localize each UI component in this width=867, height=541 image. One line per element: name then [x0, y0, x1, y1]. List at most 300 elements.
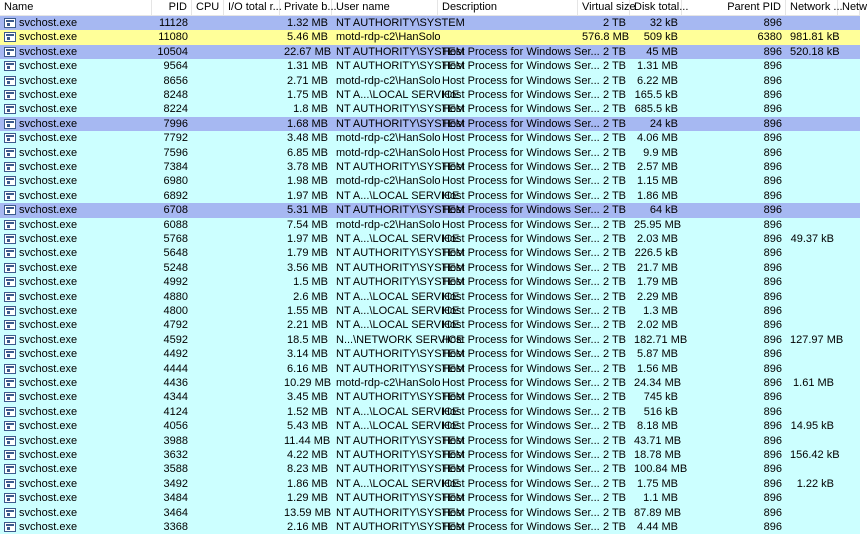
cell-net: 520.18 kB — [790, 45, 840, 58]
cell-cpu — [192, 174, 224, 188]
cell-ppid: 896 — [763, 175, 782, 188]
cell-private: 1.97 MB — [287, 233, 328, 245]
cell-pid: 4056 — [163, 420, 188, 433]
cell-pid: 3492 — [163, 477, 188, 490]
cell-virtual: 2 TB — [602, 319, 626, 332]
cell-net: 127.97 MB — [790, 333, 844, 346]
cell-cpu — [192, 491, 224, 505]
cell-ppid: 896 — [763, 319, 782, 332]
cell-private: 1.86 MB — [287, 477, 328, 490]
cell-cpu — [192, 290, 224, 304]
cell-user: NT A...\LOCAL SERVICE — [336, 89, 460, 101]
table-row[interactable] — [0, 290, 860, 304]
cell-private: 7.54 MB — [287, 218, 328, 231]
cell-private: 1.68 MB — [287, 117, 328, 130]
cell-ppid: 896 — [763, 189, 782, 202]
column-header-private-bytes[interactable]: Private b... — [280, 0, 332, 15]
cell-user: NT AUTHORITY\SYSTEM — [336, 204, 465, 217]
cell-ppid: 896 — [763, 132, 782, 145]
table-row[interactable] — [0, 304, 860, 318]
cell-io — [224, 88, 280, 102]
cell-ppid: 896 — [763, 333, 782, 346]
cell-pid: 4792 — [163, 319, 188, 332]
table-row[interactable] — [0, 362, 860, 376]
cell-virtual: 2 TB — [602, 492, 626, 505]
cell-user: NT AUTHORITY\SYSTEM — [336, 463, 465, 476]
cell-private: 1.29 MB — [287, 492, 328, 505]
cell-virtual: 2 TB — [602, 405, 626, 418]
cell-desc: Host Process for Windows Ser... — [442, 290, 600, 303]
cell-desc: Host Process for Windows Ser... — [442, 348, 600, 361]
cell-name: svchost.exe — [19, 377, 78, 389]
cell-desc: Host Process for Windows Ser... — [442, 405, 600, 418]
cell-disk: 32 kB — [649, 17, 678, 29]
column-header-virtual-size[interactable]: Virtual size — [578, 0, 630, 15]
table-row[interactable] — [0, 261, 860, 275]
cell-ppid: 896 — [763, 391, 782, 404]
table-row[interactable] — [0, 477, 860, 491]
cell-desc: Host Process for Windows Ser... — [442, 175, 600, 188]
cell-pid: 4124 — [163, 405, 188, 418]
cell-net — [786, 290, 838, 304]
cell-virtual: 2 TB — [602, 420, 626, 433]
cell-user: motd-rdp-c2\HanSolo — [336, 132, 441, 145]
cell-name: svchost.exe — [19, 132, 78, 145]
cell-private: 5.46 MB — [287, 31, 328, 44]
cell-virtual: 2 TB — [602, 247, 626, 260]
cell-ppid: 896 — [763, 492, 782, 505]
cell-desc: Host Process for Windows Ser... — [442, 132, 600, 145]
cell-net — [786, 203, 838, 217]
cell-net: 14.95 kB — [790, 420, 834, 433]
cell-name: svchost.exe — [19, 276, 78, 289]
cell-disk: 2.29 MB — [637, 290, 678, 303]
cell-name: svchost.exe — [19, 189, 78, 202]
cell-io — [224, 261, 280, 275]
cell-desc: Host Process for Windows Ser... — [442, 333, 600, 346]
cell-net — [786, 390, 838, 404]
cell-user: motd-rdp-c2\HanSolo — [336, 146, 441, 159]
cell-disk: 1.79 MB — [637, 276, 678, 289]
cell-name: svchost.exe — [19, 290, 78, 303]
table-row[interactable] — [0, 376, 860, 390]
column-header-cpu[interactable]: CPU — [192, 0, 224, 15]
cell-desc: Host Process for Windows Ser... — [442, 103, 600, 116]
cell-cpu — [192, 246, 224, 260]
cell-user: NT AUTHORITY\SYSTEM — [336, 247, 465, 260]
cell-net — [786, 16, 838, 30]
cell-cpu — [192, 520, 224, 534]
cell-private: 3.45 MB — [287, 391, 328, 404]
cell-cpu — [192, 347, 224, 361]
cell-disk: 1.3 MB — [643, 305, 678, 317]
table-row[interactable] — [0, 275, 860, 289]
cell-net — [786, 347, 838, 361]
cell-user: NT AUTHORITY\SYSTEM — [336, 434, 465, 447]
cell-io — [224, 448, 280, 462]
cell-net — [786, 88, 838, 102]
cell-io — [224, 520, 280, 534]
cell-name: svchost.exe — [19, 492, 78, 505]
cell-user: NT A...\LOCAL SERVICE — [336, 319, 460, 332]
cell-cpu — [192, 304, 224, 318]
cell-net — [786, 174, 838, 188]
table-row[interactable] — [0, 45, 860, 59]
cell-pid: 8224 — [163, 103, 188, 116]
cell-desc: Host Process for Windows Ser... — [442, 305, 600, 317]
cell-desc: Host Process for Windows Ser... — [442, 218, 600, 231]
cell-user: NT A...\LOCAL SERVICE — [336, 420, 460, 433]
cell-io — [224, 477, 280, 491]
cell-io — [224, 362, 280, 376]
column-header-parent-pid[interactable]: Parent PID — [682, 0, 786, 15]
cell-net — [786, 462, 838, 476]
cell-pid: 4880 — [163, 290, 188, 303]
cell-net: 49.37 kB — [790, 233, 834, 245]
cell-user: NT AUTHORITY\SYSTEM — [336, 161, 465, 173]
table-row[interactable] — [0, 16, 860, 30]
cell-disk: 64 kB — [649, 204, 678, 217]
cell-virtual: 2 TB — [602, 89, 626, 101]
cell-pid: 10504 — [157, 45, 188, 58]
cell-disk: 516 kB — [643, 405, 678, 418]
cell-virtual: 2 TB — [602, 477, 626, 490]
cell-disk: 6.22 MB — [637, 74, 678, 87]
cell-ppid: 896 — [763, 434, 782, 447]
cell-virtual: 2 TB — [602, 146, 626, 159]
cell-cpu — [192, 333, 224, 347]
cell-user: NT AUTHORITY\SYSTEM — [336, 506, 465, 519]
cell-io — [224, 275, 280, 289]
cell-cpu — [192, 232, 224, 246]
table-row[interactable] — [0, 59, 860, 73]
cell-net — [786, 246, 838, 260]
cell-ppid: 6380 — [757, 31, 782, 44]
table-row[interactable] — [0, 506, 860, 520]
cell-user: NT AUTHORITY\SYSTEM — [336, 17, 465, 29]
cell-pid: 8248 — [163, 89, 188, 101]
table-row[interactable] — [0, 102, 860, 116]
column-header-io-total[interactable]: I/O total r... — [224, 0, 280, 15]
table-row[interactable] — [0, 318, 860, 332]
cell-cpu — [192, 448, 224, 462]
cell-private: 1.52 MB — [287, 405, 328, 418]
cell-pid: 6892 — [163, 189, 188, 202]
cell-desc: Host Process for Windows Ser... — [442, 434, 600, 447]
cell-user: NT AUTHORITY\SYSTEM — [336, 117, 465, 130]
cell-io — [224, 462, 280, 476]
cell-net: 1.61 MB — [793, 377, 834, 389]
cell-ppid: 896 — [763, 348, 782, 361]
cell-user: NT A...\LOCAL SERVICE — [336, 189, 460, 202]
cell-pid: 4992 — [163, 276, 188, 289]
cell-cpu — [192, 506, 224, 520]
cell-io — [224, 189, 280, 203]
cell-cpu — [192, 117, 224, 131]
cell-private: 1.75 MB — [287, 89, 328, 101]
cell-io — [224, 74, 280, 88]
cell-user: NT AUTHORITY\SYSTEM — [336, 391, 465, 404]
cell-disk: 25.95 MB — [634, 218, 682, 231]
cell-user: NT AUTHORITY\SYSTEM — [336, 261, 465, 274]
cell-private: 1.97 MB — [287, 189, 328, 202]
cell-disk: 1.75 MB — [637, 477, 678, 490]
cell-io — [224, 434, 280, 448]
cell-pid: 8656 — [163, 74, 188, 87]
cell-name: svchost.exe — [19, 305, 78, 317]
cell-cpu — [192, 30, 224, 44]
cell-user: NT A...\LOCAL SERVICE — [336, 305, 460, 317]
table-row[interactable] — [0, 347, 860, 361]
cell-ppid: 896 — [763, 17, 782, 29]
cell-desc: Host Process for Windows Ser... — [442, 60, 600, 73]
cell-disk: 1.31 MB — [637, 60, 678, 73]
cell-private: 3.14 MB — [287, 348, 328, 361]
cell-disk: 24.34 MB — [634, 377, 682, 389]
cell-name: svchost.exe — [19, 146, 78, 159]
cell-desc: Host Process for Windows Ser... — [442, 391, 600, 404]
column-header-disk-total[interactable]: Disk total... — [630, 0, 682, 15]
table-row[interactable] — [0, 520, 860, 534]
cell-virtual: 2 TB — [602, 103, 626, 116]
cell-io — [224, 102, 280, 116]
cell-net — [786, 117, 838, 131]
cell-disk: 8.18 MB — [637, 420, 678, 433]
cell-private: 6.85 MB — [287, 146, 328, 159]
cell-net — [786, 491, 838, 505]
cell-cpu — [192, 390, 224, 404]
cell-net — [786, 304, 838, 318]
column-header-network[interactable]: Network ... — [786, 0, 838, 15]
cell-net: 981.81 kB — [790, 31, 840, 44]
cell-cpu — [192, 376, 224, 390]
cell-virtual: 2 TB — [602, 276, 626, 289]
cell-user: NT AUTHORITY\SYSTEM — [336, 348, 465, 361]
cell-desc: Host Process for Windows Ser... — [442, 117, 600, 130]
cell-cpu — [192, 88, 224, 102]
cell-io — [224, 304, 280, 318]
cell-private: 3.56 MB — [287, 261, 328, 274]
cell-virtual: 2 TB — [602, 391, 626, 404]
cell-cpu — [192, 419, 224, 433]
cell-pid: 4344 — [163, 391, 188, 404]
column-header-bar — [0, 0, 867, 16]
cell-cpu — [192, 59, 224, 73]
cell-pid: 4444 — [163, 362, 188, 375]
cell-cpu — [192, 218, 224, 232]
cell-private: 2.21 MB — [287, 319, 328, 332]
cell-io — [224, 117, 280, 131]
cell-name: svchost.exe — [19, 161, 78, 173]
table-row[interactable] — [0, 462, 860, 476]
cell-user: motd-rdp-c2\HanSolo — [336, 377, 441, 389]
cell-io — [224, 16, 280, 30]
cell-cpu — [192, 261, 224, 275]
table-row[interactable] — [0, 491, 860, 505]
cell-io — [224, 218, 280, 232]
cell-desc: Host Process for Windows Ser... — [442, 449, 600, 461]
cell-private: 22.67 MB — [284, 45, 332, 58]
cell-name: svchost.exe — [19, 348, 78, 361]
cell-disk: 100.84 MB — [634, 463, 688, 476]
cell-private: 1.32 MB — [287, 17, 328, 29]
cell-ppid: 896 — [763, 463, 782, 476]
cell-pid: 5768 — [163, 233, 188, 245]
cell-private: 10.29 MB — [284, 377, 332, 389]
cell-io — [224, 59, 280, 73]
cell-ppid: 896 — [763, 477, 782, 490]
cell-io — [224, 203, 280, 217]
cell-private: 3.78 MB — [287, 161, 328, 173]
cell-ppid: 896 — [763, 405, 782, 418]
cell-pid: 9564 — [163, 60, 188, 73]
cell-virtual: 2 TB — [602, 377, 626, 389]
column-header-description[interactable]: Description — [438, 0, 578, 15]
cell-desc: Host Process for Windows Ser... — [442, 233, 600, 245]
cell-io — [224, 347, 280, 361]
column-header-name[interactable]: Name — [0, 0, 152, 15]
cell-user: motd-rdp-c2\HanSolo — [336, 31, 441, 44]
cell-ppid: 896 — [763, 290, 782, 303]
table-row[interactable] — [0, 434, 860, 448]
table-row[interactable] — [0, 160, 860, 174]
cell-cpu — [192, 362, 224, 376]
cell-name: svchost.exe — [19, 261, 78, 274]
column-header-pid[interactable]: PID — [152, 0, 192, 15]
cell-desc: Host Process for Windows Ser... — [442, 492, 600, 505]
cell-io — [224, 131, 280, 145]
cell-name: svchost.exe — [19, 74, 78, 87]
cell-virtual: 2 TB — [602, 45, 626, 58]
cell-cpu — [192, 74, 224, 88]
cell-private: 1.5 MB — [293, 276, 328, 289]
cell-io — [224, 491, 280, 505]
cell-io — [224, 419, 280, 433]
table-row[interactable] — [0, 146, 860, 160]
cell-disk: 182.71 MB — [634, 333, 688, 346]
cell-desc: Host Process for Windows Ser... — [442, 276, 600, 289]
cell-ppid: 896 — [763, 276, 782, 289]
cell-pid: 4436 — [163, 377, 188, 389]
table-row[interactable] — [0, 218, 860, 232]
table-row[interactable] — [0, 131, 860, 145]
cell-net: 156.42 kB — [790, 449, 840, 461]
cell-desc — [438, 30, 578, 44]
cell-ppid: 896 — [763, 204, 782, 217]
cell-disk: 24 kB — [649, 117, 678, 130]
cell-private: 2.16 MB — [287, 521, 328, 533]
cell-disk: 226.5 kB — [634, 247, 678, 260]
cell-disk: 685.5 kB — [634, 103, 678, 116]
cell-desc: Host Process for Windows Ser... — [442, 477, 600, 490]
table-row[interactable] — [0, 30, 860, 44]
cell-virtual: 2 TB — [602, 161, 626, 173]
table-row[interactable] — [0, 390, 860, 404]
cell-virtual: 2 TB — [602, 132, 626, 145]
cell-cpu — [192, 102, 224, 116]
cell-pid: 6980 — [163, 175, 188, 188]
cell-disk: 509 kB — [643, 31, 678, 44]
table-row[interactable] — [0, 203, 860, 217]
cell-cpu — [192, 434, 224, 448]
cell-virtual: 2 TB — [602, 434, 626, 447]
cell-name: svchost.exe — [19, 405, 78, 418]
column-header-network-2[interactable]: Netw — [838, 0, 860, 15]
cell-virtual: 2 TB — [602, 362, 626, 375]
cell-name: svchost.exe — [19, 521, 78, 533]
cell-pid: 3588 — [163, 463, 188, 476]
cell-desc: Host Process for Windows Ser... — [442, 319, 600, 332]
table-row[interactable] — [0, 333, 860, 347]
cell-name: svchost.exe — [19, 31, 78, 44]
table-row[interactable] — [0, 232, 860, 246]
cell-desc: Host Process for Windows Ser... — [442, 45, 600, 58]
cell-private: 3.48 MB — [287, 132, 328, 145]
cell-cpu — [192, 203, 224, 217]
cell-pid: 4592 — [163, 333, 188, 346]
cell-io — [224, 30, 280, 44]
cell-name: svchost.exe — [19, 45, 78, 58]
cell-user: motd-rdp-c2\HanSolo — [336, 175, 441, 188]
cell-ppid: 896 — [763, 161, 782, 173]
cell-private: 6.16 MB — [287, 362, 328, 375]
table-row[interactable] — [0, 117, 860, 131]
cell-private: 1.98 MB — [287, 175, 328, 188]
cell-user: motd-rdp-c2\HanSolo — [336, 74, 441, 87]
cell-ppid: 896 — [763, 521, 782, 533]
cell-io — [224, 405, 280, 419]
cell-ppid: 896 — [763, 45, 782, 58]
cell-private: 5.31 MB — [287, 204, 328, 217]
cell-user: NT A...\LOCAL SERVICE — [336, 233, 460, 245]
cell-ppid: 896 — [763, 89, 782, 101]
table-row[interactable] — [0, 448, 860, 462]
cell-private: 4.22 MB — [287, 449, 328, 461]
cell-desc: Host Process for Windows Ser... — [442, 521, 600, 533]
column-header-user-name[interactable]: User name — [332, 0, 438, 15]
table-row[interactable] — [0, 174, 860, 188]
cell-net — [786, 506, 838, 520]
table-row[interactable] — [0, 246, 860, 260]
cell-user: NT AUTHORITY\SYSTEM — [336, 276, 465, 289]
cell-disk: 18.78 MB — [634, 449, 682, 461]
cell-name: svchost.exe — [19, 117, 78, 130]
cell-name: svchost.exe — [19, 391, 78, 404]
cell-pid: 5248 — [163, 261, 188, 274]
cell-disk: 1.86 MB — [637, 189, 678, 202]
table-row[interactable] — [0, 189, 860, 203]
cell-disk: 4.06 MB — [637, 132, 678, 145]
table-row[interactable] — [0, 88, 860, 102]
table-row[interactable] — [0, 74, 860, 88]
cell-name: svchost.exe — [19, 449, 78, 461]
cell-name: svchost.exe — [19, 233, 78, 245]
cell-virtual: 2 TB — [602, 74, 626, 87]
cell-pid: 6708 — [163, 204, 188, 217]
cell-cpu — [192, 318, 224, 332]
cell-desc: Host Process for Windows Ser... — [442, 506, 600, 519]
cell-desc: Host Process for Windows Ser... — [442, 247, 600, 260]
cell-net — [786, 160, 838, 174]
table-row[interactable] — [0, 419, 860, 433]
cell-pid: 7596 — [163, 146, 188, 159]
cell-io — [224, 146, 280, 160]
table-row[interactable] — [0, 405, 860, 419]
cell-ppid: 896 — [763, 261, 782, 274]
cell-name: svchost.exe — [19, 103, 78, 116]
cell-io — [224, 160, 280, 174]
cell-name: svchost.exe — [19, 477, 78, 490]
